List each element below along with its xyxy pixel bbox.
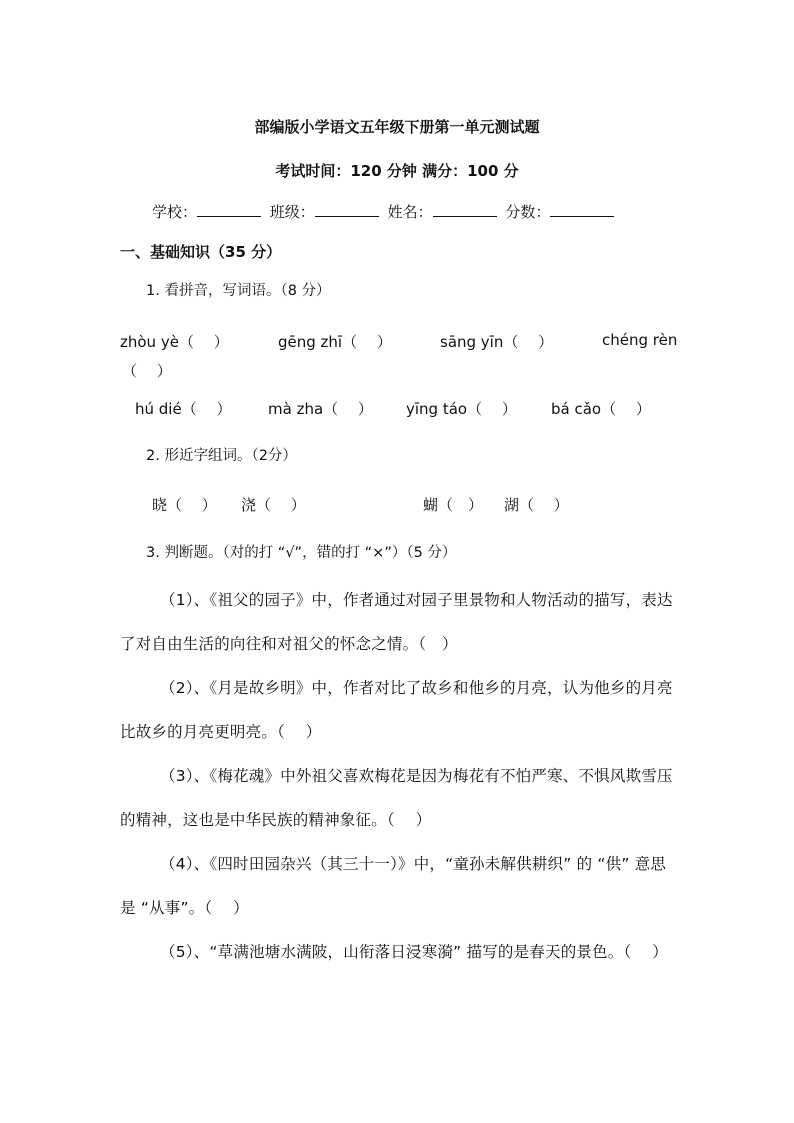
- pinyin-item: gēng zhī（ ）: [278, 333, 392, 351]
- score-label: 分数：: [505, 203, 551, 221]
- char-item: 湖（ ）: [504, 496, 569, 514]
- pinyin-item: bá cǎo（ ）: [551, 400, 651, 418]
- judge-item-2: （2）、《月是故乡明》中，作者对比了故乡和他乡的月亮，认为他乡的月亮比故乡的月亮更明亮。（ ）: [120, 679, 673, 741]
- judge-item-3: （3）、《梅花魂》中外祖父喜欢梅花是因为梅花有不怕严寒、不惧风欺雪压的精神，这也是中华民族的精神象征。（ ）: [120, 767, 673, 829]
- pinyin-item: yīng táo（ ）: [406, 400, 517, 418]
- pinyin-answer-paren[interactable]: （ ）: [122, 362, 172, 380]
- class-label: 班级：: [269, 203, 315, 221]
- section-heading: 一、基础知识（35 分）: [120, 243, 282, 261]
- judge-item-5: （5）、“草满池塘水满陂，山衔落日浸寒漪” 描写的是春天的景色。（ ）: [160, 943, 668, 961]
- school-blank[interactable]: [197, 202, 261, 217]
- page-title: 部编版小学语文五年级下册第一单元测试题: [254, 118, 540, 136]
- judge-item-4: （4）、《四时田园杂兴（其三十一）》中，“童孙未解供耕织” 的 “供” 意思是 “从事”。（ ）: [120, 855, 667, 917]
- name-blank[interactable]: [433, 202, 497, 217]
- pinyin-item: hú dié（ ）: [135, 400, 232, 418]
- char-item: 晓（ ）: [152, 496, 217, 514]
- judge-item-1: （1）、《祖父的园子》中，作者通过对园子里景物和人物活动的描写，表达了对自由生活的向往和对祖父的怀念之情。（ ）: [120, 591, 673, 653]
- pinyin-item: sāng yīn（ ）: [440, 333, 554, 351]
- char-item: 浇（ ）: [241, 496, 306, 514]
- question-1-prompt: 1. 看拼音，写词语。（8 分）: [146, 283, 331, 299]
- name-label: 姓名：: [387, 203, 433, 221]
- school-label: 学校：: [152, 203, 198, 221]
- pinyin-item: chéng rèn: [602, 331, 678, 349]
- score-blank[interactable]: [550, 202, 614, 217]
- question-2-prompt: 2. 形近字组词。（2分）: [146, 448, 297, 464]
- question-3-prompt: 3. 判断题。（对的打 “√”，错的打 “×”）（5 分）: [146, 545, 457, 561]
- student-info-line: [152, 201, 618, 222]
- exam-info-subtitle: 考试时间：120 分钟 满分：100 分: [275, 162, 519, 180]
- class-blank[interactable]: [315, 202, 379, 217]
- pinyin-item: zhòu yè（ ）: [120, 333, 229, 351]
- pinyin-item: mà zha（ ）: [268, 400, 373, 418]
- char-item: 蝴（ ）: [423, 496, 484, 514]
